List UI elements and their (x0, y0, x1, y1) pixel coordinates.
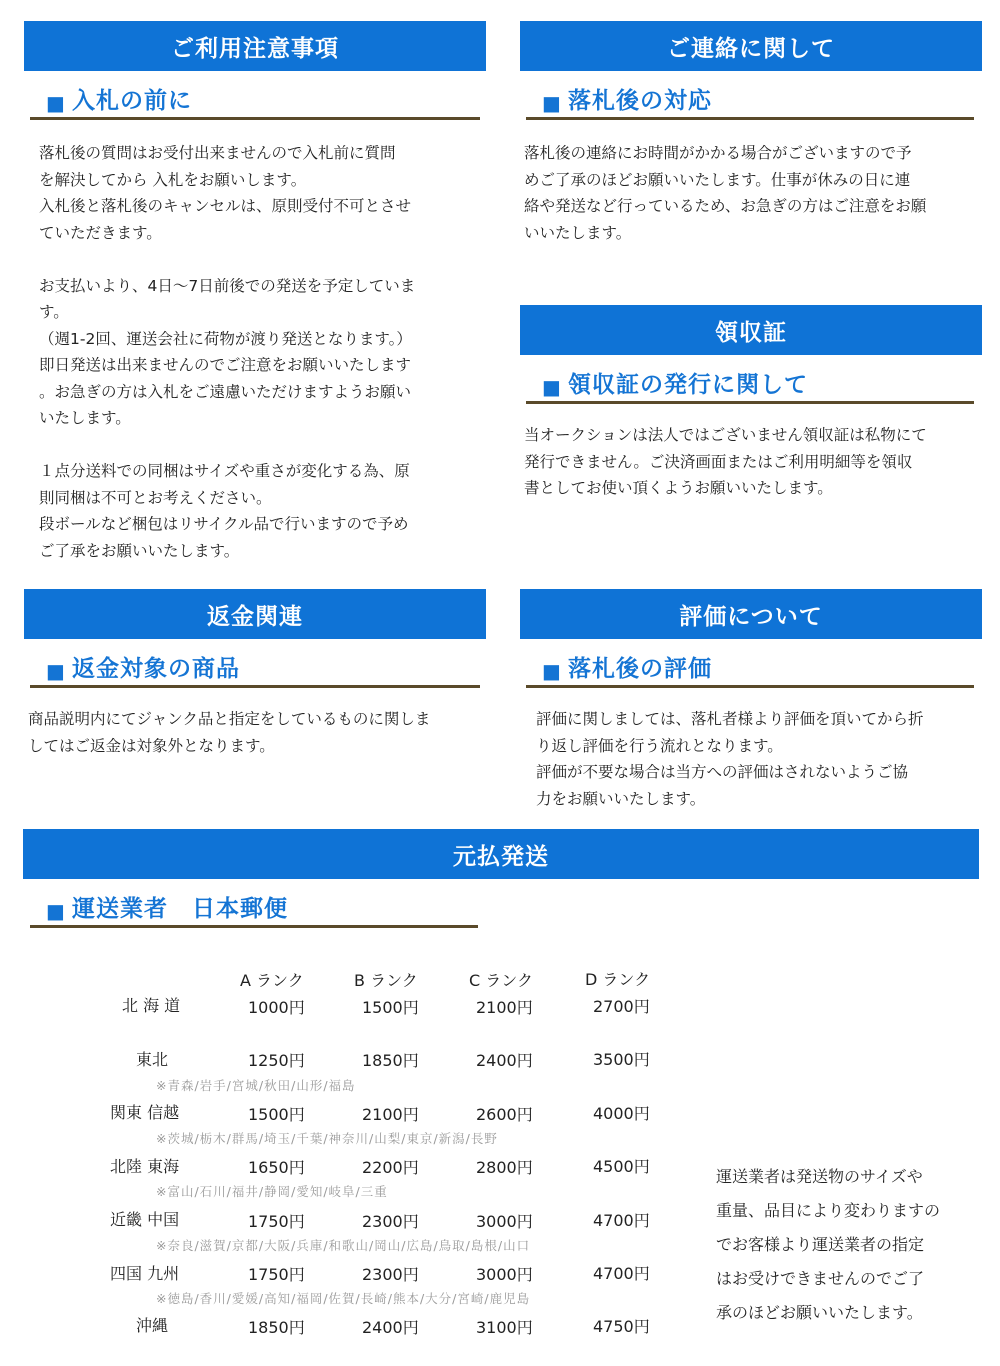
square-bullet-icon: ■ (542, 375, 562, 399)
caution-line: ご了承をお願いいたします。 (39, 541, 240, 560)
price-cell: 1000円 (248, 998, 305, 1017)
price-cell: 4500円 (593, 1157, 650, 1176)
rating-subhead (526, 652, 974, 688)
carrier-note-line: 重量、品目により変わりますの (716, 1201, 941, 1220)
caution-line: いたします。 (39, 409, 131, 427)
receipt-banner: 領収証 (520, 305, 982, 355)
contact-line: 絡や発送など行っているため、お急ぎの方はご注意をお願 (524, 197, 927, 215)
region-hokkaido: 北 海 道 (122, 996, 181, 1015)
receipt-subhead-title: 領収証の発行に関して (568, 372, 808, 398)
refund-line: してはご返金は対象外となります。 (28, 736, 275, 755)
caution-line: お支払いより、4日～7日前後での発送を予定していま (39, 276, 416, 295)
square-bullet-icon: ■ (542, 91, 562, 115)
price-cell: 2300円 (362, 1212, 419, 1231)
caution-line: 。お急ぎの方は入札をご遠慮いただけますようお願い (39, 382, 412, 401)
region-shikoku-kyushu: 四国 九州 (110, 1264, 180, 1283)
region-tohoku: 東北 (136, 1050, 169, 1069)
caution-line: （週1-2回、運送会社に荷物が渡り発送となります。） (39, 329, 412, 348)
rating-subhead-title: 落札後の評価 (568, 656, 712, 682)
rating-banner: 評価について (520, 589, 982, 639)
caution-subhead-title: 入札の前に (72, 88, 192, 114)
rank-header-a: A ランク (240, 971, 304, 990)
receipt-subhead (526, 368, 974, 404)
price-cell: 3000円 (476, 1265, 533, 1284)
refund-subhead-title: 返金対象の商品 (72, 656, 240, 682)
receipt-body (524, 422, 927, 502)
price-cell: 2100円 (362, 1105, 419, 1124)
square-bullet-icon: ■ (46, 91, 66, 115)
caution-line: 落札後の質問はお受付出来ませんので入札前に質問 (39, 144, 396, 162)
prefecture-list: ※徳島/香川/愛媛/高知/福岡/佐賀/長崎/熊本/大分/宮崎/鹿児島 (156, 1291, 531, 1306)
refund-subhead (30, 652, 480, 688)
rating-line: 力をお願いいたします。 (536, 789, 706, 808)
rating-line: 評価が不要な場合は当方への評価はされないようご協 (536, 763, 909, 781)
price-cell: 2400円 (362, 1318, 419, 1337)
price-cell: 2400円 (476, 1051, 533, 1070)
receipt-line: 発行できません。ご決済画面またはご利用明細等を領収 (524, 452, 913, 471)
caution-body (39, 140, 415, 564)
caution-line: す。 (39, 303, 69, 321)
contact-line: 落札後の連絡にお時間がかかる場合がございますので予 (524, 144, 912, 162)
region-kinki-chugoku: 近畿 中国 (110, 1210, 180, 1229)
price-cell: 4700円 (593, 1211, 650, 1230)
carrier-note-line: 承のほどお願いいたします。 (716, 1303, 923, 1322)
caution-banner: ご利用注意事項 (24, 21, 486, 71)
contact-line: いいたします。 (524, 223, 632, 242)
rank-header-b: B ランク (354, 971, 418, 990)
price-cell: 1500円 (362, 998, 419, 1017)
caution-line: 入札後と落札後のキャンセルは、原則受付不可とさせ (39, 197, 412, 215)
contact-line: めご了承のほどお願いいたします。仕事が休みの日に連 (524, 170, 911, 189)
carrier-note-line: でお客様より運送業者の指定 (716, 1235, 925, 1254)
receipt-line: 書としてお使い頂くようお願いいたします。 (524, 479, 833, 497)
caution-line: を解決してから 入札をお願いします。 (39, 170, 307, 189)
price-cell: 3100円 (476, 1318, 533, 1337)
caution-line: 即日発送は出来ませんのでご注意をお願いいたします (39, 356, 412, 374)
price-cell: 1850円 (248, 1318, 305, 1337)
shipping-banner: 元払発送 (23, 829, 979, 879)
rank-header-c: C ランク (469, 971, 533, 990)
refund-line: 商品説明内にてジャンク品と指定をしているものに関しま (28, 710, 431, 728)
region-okinawa: 沖縄 (136, 1316, 169, 1335)
price-cell: 2200円 (362, 1158, 419, 1177)
price-cell: 4000円 (593, 1104, 650, 1123)
contact-body (524, 140, 926, 246)
contact-subhead (526, 84, 974, 120)
caution-line: 則同梱は不可とお考えください。 (39, 488, 272, 507)
rating-body (536, 706, 924, 812)
carrier-note-line: 運送業者は発送物のサイズや (716, 1167, 923, 1186)
refund-banner: 返金関連 (24, 589, 486, 639)
square-bullet-icon: ■ (46, 659, 66, 683)
caution-line: １点分送料での同梱はサイズや重さが変化する為、原 (39, 462, 410, 480)
price-cell: 4700円 (593, 1264, 650, 1283)
price-cell: 2300円 (362, 1265, 419, 1284)
prefecture-list: ※富山/石川/福井/静岡/愛知/岐阜/三重 (156, 1184, 388, 1199)
rank-header-d: D ランク (585, 970, 651, 989)
square-bullet-icon: ■ (46, 899, 66, 923)
price-cell: 2100円 (476, 998, 533, 1017)
price-cell: 1500円 (248, 1105, 305, 1124)
rating-line: り返し評価を行う流れとなります。 (536, 736, 783, 755)
caution-line: ていただきます。 (39, 223, 162, 242)
price-cell: 2800円 (476, 1158, 533, 1177)
price-cell: 2700円 (593, 997, 650, 1016)
caution-subhead (30, 84, 480, 120)
prefecture-list: ※奈良/滋賀/京都/大阪/兵庫/和歌山/岡山/広島/鳥取/島根/山口 (156, 1238, 531, 1253)
rating-line: 評価に関しましては、落札者様より評価を頂いてから折 (536, 710, 924, 728)
shipping-rate-table (100, 964, 680, 1344)
carrier-note-line: はお受けできませんのでご了 (716, 1269, 925, 1288)
caution-line: 段ボールなど梱包はリサイクル品で行いますので予め (39, 515, 409, 533)
region-kanto-shinetsu: 関東 信越 (110, 1103, 180, 1122)
carrier-note (716, 1160, 940, 1330)
price-cell: 1750円 (248, 1212, 305, 1231)
prefecture-list: ※青森/岩手/宮城/秋田/山形/福島 (156, 1078, 356, 1093)
shipping-subhead-title: 運送業者 日本郵便 (72, 896, 288, 922)
price-cell: 4750円 (593, 1317, 650, 1336)
price-cell: 1650円 (248, 1158, 305, 1177)
contact-banner: ご連絡に関して (520, 21, 982, 71)
refund-body (28, 706, 430, 759)
price-cell: 3000円 (476, 1212, 533, 1231)
square-bullet-icon: ■ (542, 659, 562, 683)
contact-subhead-title: 落札後の対応 (568, 88, 712, 114)
price-cell: 1750円 (248, 1265, 305, 1284)
shipping-subhead (30, 892, 478, 928)
receipt-line: 当オークションは法人ではございません領収証は私物にて (524, 426, 927, 444)
prefecture-list: ※茨城/栃木/群馬/埼玉/千葉/神奈川/山梨/東京/新潟/長野 (156, 1131, 498, 1146)
price-cell: 3500円 (593, 1050, 650, 1069)
price-cell: 1250円 (248, 1051, 305, 1070)
price-cell: 2600円 (476, 1105, 533, 1124)
price-cell: 1850円 (362, 1051, 419, 1070)
region-hokuriku-tokai: 北陸 東海 (110, 1157, 180, 1176)
